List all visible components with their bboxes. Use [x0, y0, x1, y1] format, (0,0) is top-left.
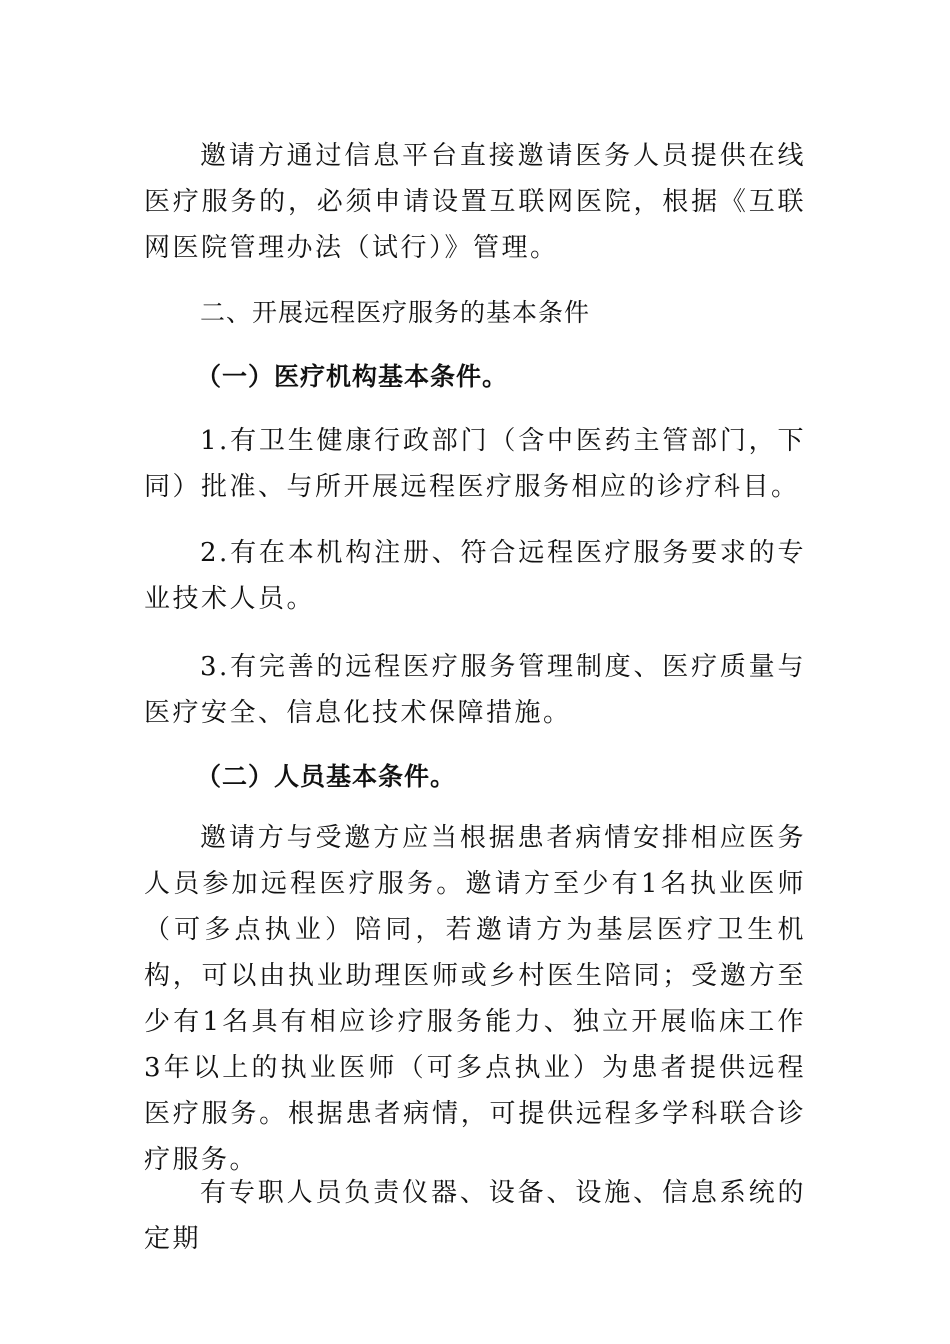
paragraph-item-2: 2.有在本机构注册、符合远程医疗服务要求的专业技术人员。 [144, 538, 806, 614]
paragraph-item-3: 3.有完善的远程医疗服务管理制度、医疗质量与医疗安全、信息化技术保障措施。 [144, 652, 806, 728]
paragraph-dedicated-staff: 有专职人员负责仪器、设备、设施、信息系统的定期 [144, 1178, 806, 1254]
subsection-heading-personnel-conditions: （二）人员基本条件。 [196, 762, 457, 791]
paragraph-item-1: 1.有卫生健康行政部门（含中医药主管部门，下同）批准、与所开展远程医疗服务相应的诊疗科目。 [144, 426, 806, 502]
subsection-heading-institution-conditions: （一）医疗机构基本条件。 [196, 362, 509, 391]
paragraph-invitation-platform: 邀请方通过信息平台直接邀请医务人员提供在线医疗服务的，必须申请设置互联网医院，根据《互联网医院管理办法（试行）》管理。 [144, 141, 806, 263]
paragraph-personnel-requirements: 邀请方与受邀方应当根据患者病情安排相应医务人员参加远程医疗服务。邀请方至少有1名执业医师（可多点执业）陪同，若邀请方为基层医疗卫生机构，可以由执业助理医师或乡村医生陪同；受邀方至少有1名具有相应诊疗服务能力、独立开展临床工作3年以上的执业医师（可多点执业）为患者提供远程医疗服务。根据患者病情，可提供远程多学科联合诊疗服务。 [144, 823, 806, 1175]
section-heading-basic-conditions: 二、开展远程医疗服务的基本条件 [200, 298, 591, 327]
